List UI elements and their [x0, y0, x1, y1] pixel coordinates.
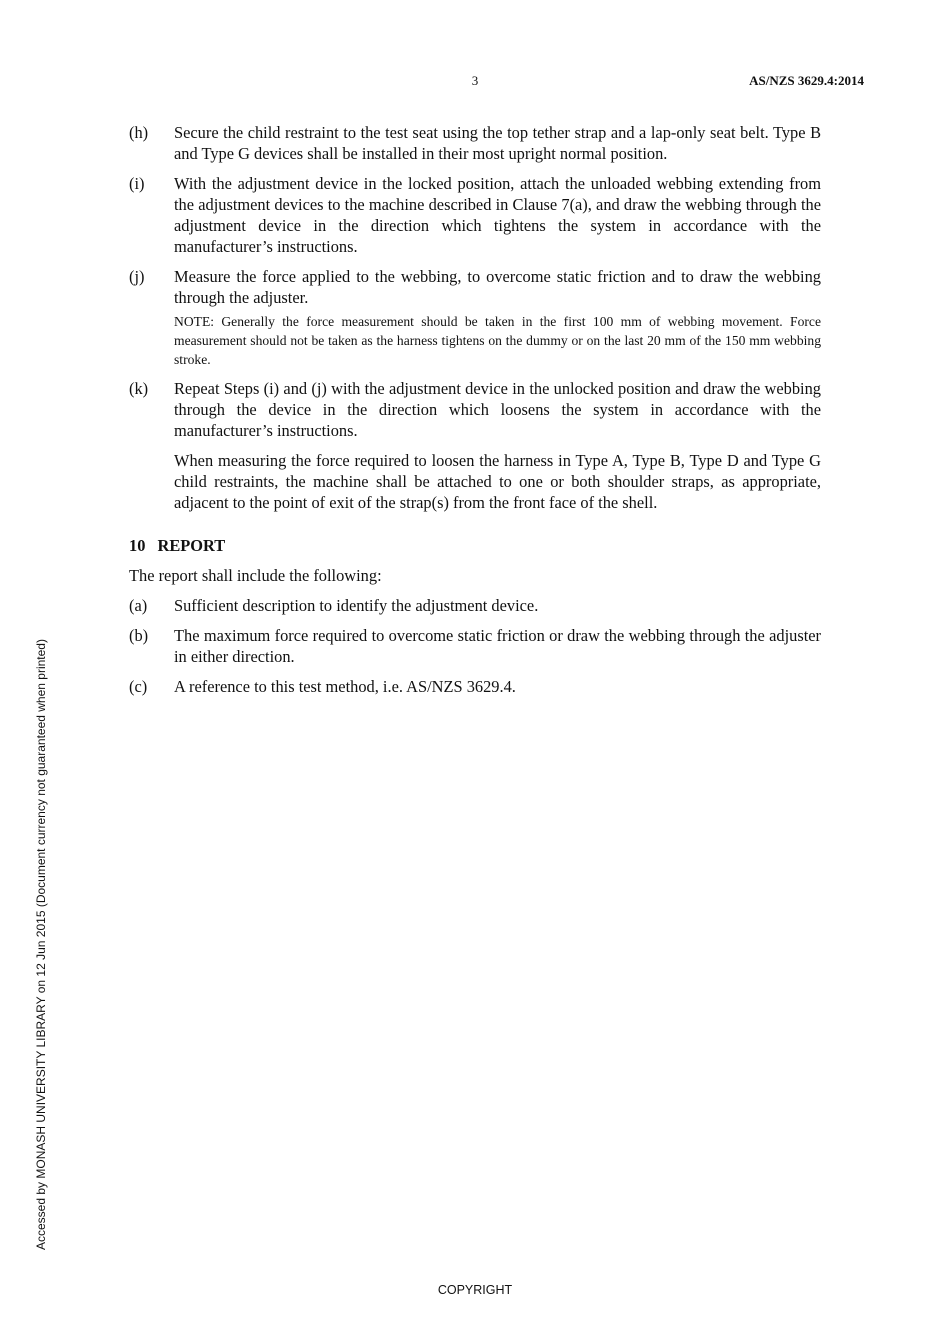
- step-body: [174, 266, 821, 369]
- report-item-a: [129, 595, 821, 616]
- report-text: The maximum force required to overcome static friction or draw the webbing through the adjuster in either direction.: [174, 626, 821, 666]
- section-number: 10: [129, 536, 146, 555]
- step-label: (k): [129, 379, 149, 398]
- step-extra-paragraph: When measuring the force required to loosen the harness in Type A, Type B, Type D and Type G child restraints, the machine shall be attached to one or both shoulder straps, as appropriate, adjacent to the point of exit of the strap(s) from the front face of the shell.: [174, 451, 821, 512]
- step-label: (h): [129, 123, 149, 142]
- access-notice: Accessed by MONASH UNIVERSITY LIBRARY on 12 Jun 2015 (Document currency not guaranteed when printed): [34, 639, 48, 1250]
- page-content: [129, 122, 821, 706]
- step-item-k: [129, 378, 821, 513]
- step-body: [174, 378, 821, 513]
- step-note: NOTE: Generally the force measurement should be taken in the first 100 mm of webbing movement. Force measurement should not be taken as the harness tightens on the dummy or on the last 20 mm of the 150 mm webbing stroke.: [174, 314, 821, 367]
- report-label: (a): [129, 596, 148, 615]
- step-item-i: [129, 173, 821, 257]
- section-title: REPORT: [157, 536, 226, 555]
- step-body: [174, 173, 821, 257]
- report-item-c: [129, 676, 821, 697]
- step-text: With the adjustment device in the locked position, attach the unloaded webbing extending from the adjustment devices to the machine described in Clause 7(a), and draw the webbing through the adjustment device in the direction which tightens the system in accordance with the manufacturer’s instructions.: [174, 174, 821, 256]
- copyright-footer: COPYRIGHT: [437, 1283, 513, 1297]
- step-label: (j): [129, 267, 145, 286]
- step-item-j: [129, 266, 821, 369]
- report-item-b: [129, 625, 821, 667]
- step-text: Measure the force applied to the webbing, to overcome static friction and to draw the webbing through the adjuster.: [174, 267, 821, 307]
- step-body: [174, 122, 821, 164]
- report-text: A reference to this test method, i.e. AS/NZS 3629.4.: [174, 677, 516, 696]
- report-text: Sufficient description to identify the adjustment device.: [174, 596, 539, 615]
- page-number: 3: [471, 73, 479, 88]
- report-label: (c): [129, 677, 148, 696]
- step-item-h: [129, 122, 821, 164]
- document-id: AS/NZS 3629.4:2014: [749, 73, 864, 88]
- section-intro: The report shall include the following:: [129, 566, 382, 585]
- step-text: Secure the child restraint to the test seat using the top tether strap and a lap-only seat belt. Type B and Type G devices shall be installed in their most upright normal position.: [174, 123, 821, 163]
- step-text: Repeat Steps (i) and (j) with the adjustment device in the unlocked position and draw the webbing through the device in the direction which loosens the system in accordance with the manufacturer’s instructions.: [174, 379, 821, 440]
- report-label: (b): [129, 626, 149, 645]
- section-heading: [129, 535, 821, 556]
- step-label: (i): [129, 174, 145, 193]
